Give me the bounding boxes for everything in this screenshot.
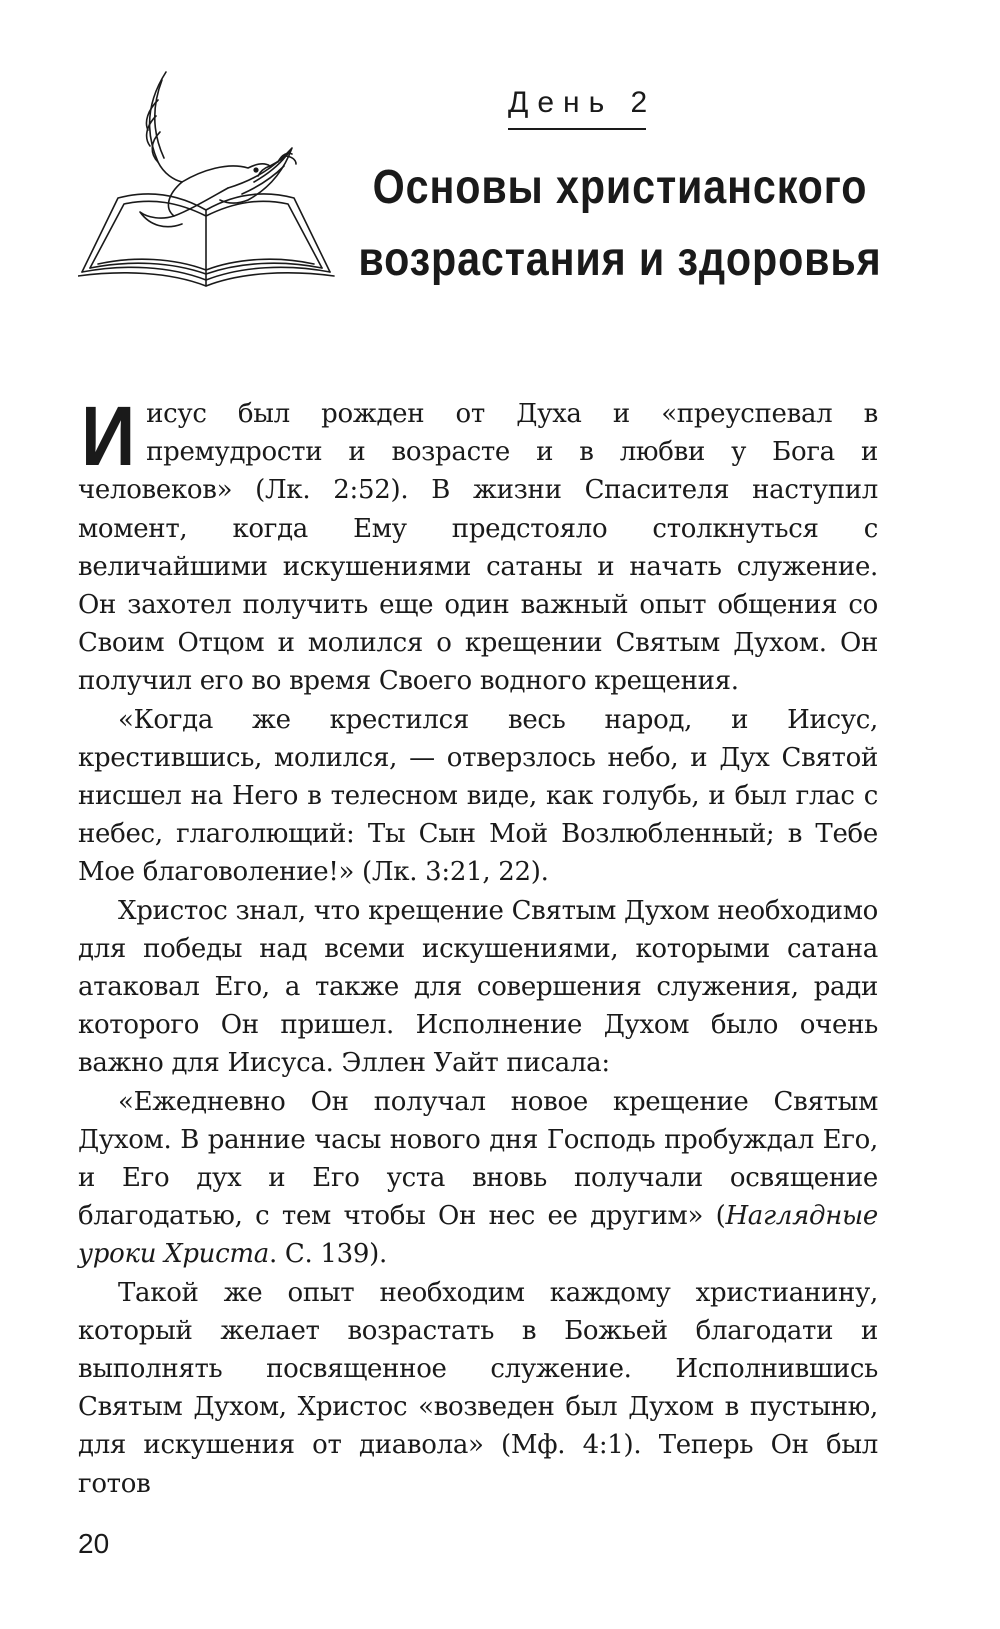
quote-source-page: . С. 139). [268,1239,387,1270]
paragraph-1-text: исус был рожден от Духа и «преуспевал в премудрости и возрасте и в любви у Бога и человеков» (Лк. 2:52). В жизни Спасителя наступил момент, когда Ему предстояло столкнуться с величайшими искушениями сатаны и начать служение. Он захотел получить еще один важный опыт общения со Своим Отцом и молился о крещении Святым Духом. Он получил его во время Своего водного крещения. [78,399,878,697]
dove-over-open-bible-icon [78,70,338,290]
chapter-title [345,152,895,296]
paragraph-2-quote: «Когда же крестился весь народ, и Иисус, крестившись, молился, — отверзлось небо, и Дух Святой нисшел на Него в телесном виде, как голубь, и был глас с небес, глаголющий: Ты Сын Мой Возлюбленный; в Тебе Мое благоволение!» (Лк. 3:21, 22). [78,704,878,888]
drop-cap: И [81,389,136,483]
paragraph-3: Христос знал, что крещение Святым Духом необходимо для победы над всеми искушениями, которыми сатана атаковал Его, а также для совершения служения, ради которого Он пришел. Исполнение Духом было очень важно для Иисуса. Эллен Уайт писала: [78,895,878,1079]
day-label: День 2 [508,86,646,130]
chapter-title-line-2: возрастания и здоровья [358,233,882,286]
paragraph-5: Такой же опыт необходим каждому христианину, который желает возрастать в Божьей благодати и выполнять посвященное служение. Исполнившись Святым Духом, Христос «возведен был Духом в пустыню, для искушения от диавола» (Мф. 4:1). Теперь Он был готов [78,1277,878,1499]
body-text [78,389,878,1503]
quote-source-title: Наглядные уроки Христа [78,1201,878,1270]
page-number: 20 [78,1528,110,1559]
paragraph-4-quote [78,1083,878,1274]
chapter-title-line-1: Основы христианского [372,161,868,214]
paragraph-4-text: «Ежедневно Он получал новое крещение Святым Духом. В ранние часы нового дня Господь пробуждал Его, и Его дух и Его уста вновь получали освящение благодатью, с тем чтобы Он нес ее другим» ( [78,1086,878,1232]
paragraph-1 [78,389,878,701]
